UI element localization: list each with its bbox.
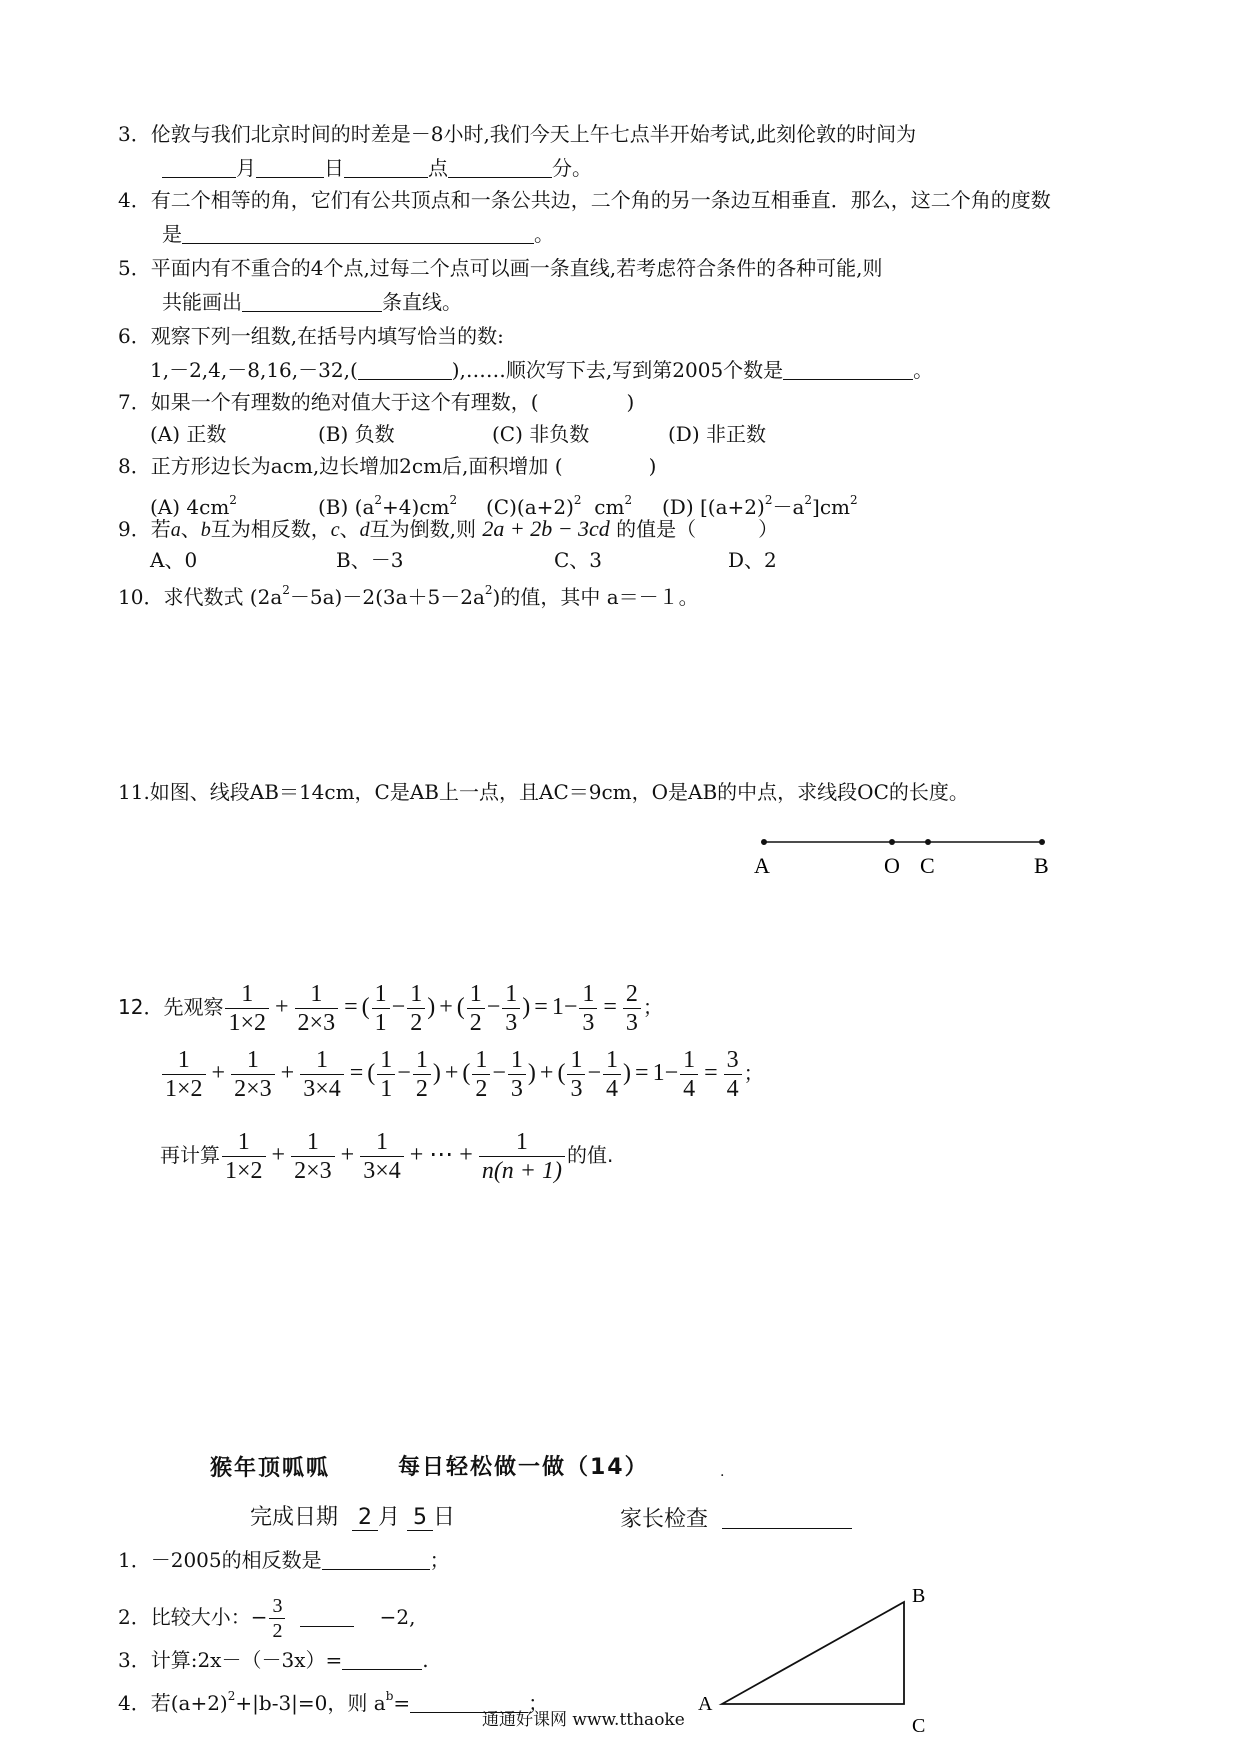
q9-option-c[interactable]: C、3	[554, 548, 603, 572]
q3-month-label: 月	[236, 156, 256, 180]
day-value[interactable]: 5	[407, 1505, 433, 1531]
q6-text: 6．观察下列一组数,在括号内填写恰当的数:	[118, 324, 504, 348]
label-c: C	[920, 853, 935, 878]
month-value[interactable]: 2	[352, 1505, 378, 1531]
p14-q4: 4．若$(a+2)^2+|b-3|=0$，则 $a^b=$ ；	[118, 1689, 549, 1715]
q7-option-b[interactable]: (B) 负数	[318, 422, 395, 446]
q6-seq: 1,－2,4,－8,16,－32,(	[150, 358, 358, 382]
q9-option-d[interactable]: D、2	[728, 548, 777, 572]
p14-q3: 3．计算:2x－（－3x）= .	[118, 1648, 429, 1672]
header-dot: .	[720, 1464, 725, 1480]
q6-answer-blank[interactable]	[783, 359, 913, 380]
header-left: 猴年顶呱呱	[210, 1455, 331, 1481]
point-o	[889, 839, 895, 845]
q6-paren-blank[interactable]	[358, 359, 452, 380]
p14-q3-blank[interactable]	[342, 1649, 422, 1670]
q3-minute-blank[interactable]	[448, 157, 552, 178]
section-title: 每日轻松做一做（14）	[398, 1455, 649, 1480]
p14-q1-blank[interactable]	[322, 1549, 430, 1570]
p14-q2-blank[interactable]	[300, 1606, 354, 1627]
q5-answer	[162, 290, 462, 314]
q3-hour-blank[interactable]	[344, 157, 428, 178]
q7-text	[118, 390, 634, 414]
q9-option-a[interactable]: A、0	[150, 548, 198, 572]
q5-prefix: 共能画出	[162, 290, 242, 314]
q7-stem: 7．如果一个有理数的绝对值大于这个有理数，(	[118, 390, 539, 414]
completion-date: 完成日期 2 月 5 日	[250, 1505, 456, 1530]
q8-option-d[interactable]: (D) $[(a+2)^2-a^2]cm^2$	[662, 493, 858, 519]
q5-blank[interactable]	[242, 291, 382, 312]
date-label: 完成日期	[250, 1505, 339, 1530]
right-triangle-diagram	[690, 1578, 930, 1742]
q8-option-c[interactable]: $(C)(a+2)^2$ $cm^2$	[486, 493, 633, 519]
q6-end: 。	[913, 358, 934, 382]
q8-option-b[interactable]: (B) $(a^2+4)cm^2$	[318, 493, 458, 519]
parent-check-blank[interactable]	[722, 1504, 852, 1529]
q5-text: 5．平面内有不重合的4个点,过每二个点可以画一条直线,若考虑符合条件的各种可能,则	[118, 256, 883, 280]
point-c	[925, 839, 931, 845]
q9-expression: 2a + 2b − 3cd	[482, 516, 610, 541]
q7-option-c[interactable]: (C) 非负数	[492, 422, 590, 446]
q12-prefix: 12．先观察	[118, 995, 224, 1020]
triangle-abc	[722, 1602, 904, 1704]
q7-close: )	[626, 390, 635, 414]
q12-line3: 再计算 $\frac{1}{1\times 2}$ + $\frac{1}{2\times 3}$ + $\frac{1}{3\times 4}$ + ⋯ + $\frac{1}{n(n + 1)}$ 的值.	[160, 1129, 614, 1184]
point-a	[761, 839, 767, 845]
q9-text: 9．若a、b互为相反数，c、d互为倒数,则 2a + 2b − 3cd 的值是（ ）	[118, 516, 779, 541]
q8-text	[118, 454, 656, 478]
line-segment-diagram	[750, 828, 1070, 884]
parent-check	[620, 1504, 852, 1534]
q5-suffix: 条直线。	[382, 290, 462, 314]
q12-calc: 再计算	[160, 1143, 220, 1168]
q4-suffix: 。	[534, 222, 554, 246]
q7-option-a[interactable]: (A) 正数	[150, 422, 227, 446]
q3-blanks	[162, 156, 592, 180]
p14-q2: 2．比较大小：− $\frac{3}{2}$ −2,	[118, 1595, 416, 1642]
q12-line2: $\frac{1}{1\times 2}$ + $\frac{1}{2\times 3}$ + $\frac{1}{3\times 4}$ = ( $\frac{1}{1}$ − $\frac{1}{2}$ ) + ( $\frac{1}{2}$ − $\frac{1}{3}$ ) + ( $\frac{1}{3}$ − $\frac{1}{4}$ ) = 1− $\frac{1}{4}$ = $\frac{3}{4}$ ；	[160, 1046, 764, 1103]
q4-text: 4．有二个相等的角，它们有公共顶点和一条公共边，二个角的另一条边互相垂直．那么，这二个角的度数	[118, 188, 1051, 212]
p14-q1: 1．－2005的相反数是 ；	[118, 1548, 450, 1572]
triangle-label-a: A	[698, 1693, 713, 1715]
q6-sequence	[150, 358, 933, 382]
q10-text: 10．求代数式 $(2a^2-5a)-2(3a+5-2a^2)$的值，其中 a＝－１。	[118, 583, 699, 609]
q3-minute-label: 分。	[552, 156, 592, 180]
triangle-label-c: C	[912, 1715, 926, 1737]
footer-watermark: 通通好课网 www.tthaoke	[482, 1710, 685, 1730]
q8-option-a[interactable]: (A) $4cm^2$	[150, 493, 237, 519]
q8-close: )	[648, 454, 657, 478]
label-o: O	[884, 853, 900, 878]
q4-prefix: 是	[162, 222, 182, 246]
q4-blank[interactable]	[182, 223, 534, 244]
triangle-label-b: B	[912, 1585, 926, 1607]
point-b	[1039, 839, 1045, 845]
q3-month-blank[interactable]	[162, 157, 236, 178]
q3-hour-label: 点	[428, 156, 448, 180]
q3-day-blank[interactable]	[256, 157, 324, 178]
q11-text: 11.如图、线段AB＝14cm，C是AB上一点，且AC＝9cm，O是AB的中点，求线段OC的长度。	[118, 780, 969, 804]
q3-text: 3．伦敦与我们北京时间的时差是－8小时,我们今天上午七点半开始考试,此刻伦敦的时间为	[118, 122, 917, 146]
label-b: B	[1034, 853, 1049, 878]
parent-check-label: 家长检查	[620, 1507, 709, 1532]
q4-answer	[162, 222, 554, 246]
q3-day-label: 日	[324, 156, 344, 180]
q8-stem: 8．正方形边长为acm,边长增加2cm后,面积增加 (	[118, 454, 563, 478]
q7-option-d[interactable]: (D) 非正数	[668, 422, 766, 446]
q6-mid: ),……顺次写下去,写到第2005个数是	[451, 358, 784, 382]
label-a: A	[754, 853, 770, 878]
q12-line1: 12．先观察 $\frac{1}{1\times 2}$ + $\frac{1}{2\times 3}$ = ( $\frac{1}{1}$ − $\frac{1}{2}$ ) + ( $\frac{1}{2}$ − $\frac{1}{3}$ ) = 1− $\frac{1}{3}$ = $\frac{2}{3}$ ；	[118, 981, 663, 1036]
q9-option-b[interactable]: B、－3	[336, 548, 404, 572]
